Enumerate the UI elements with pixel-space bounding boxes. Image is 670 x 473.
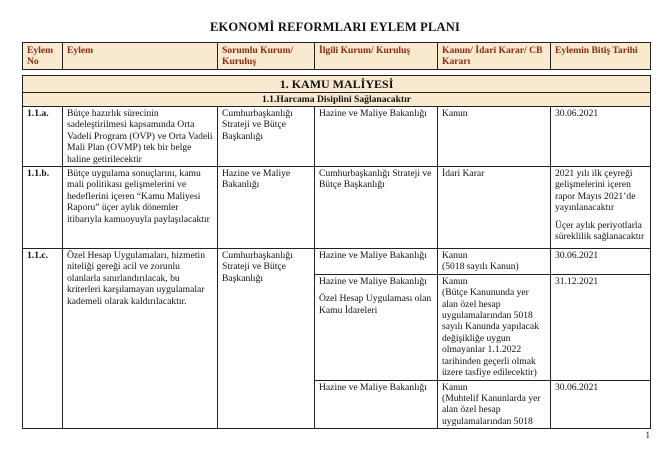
- col-header-related: İlgili Kurum/ Kuruluş: [315, 43, 438, 70]
- column-header-row: [23, 43, 651, 70]
- row-action: Bütçe uygulama sonuçlarını, kamu mali politikası gelişmelerini ve hedeflerini içeren “Kamu Maliyesi Raporu” üçer aylık dönemler itibarıyla kamuoyuyla paylaşılacaktır: [63, 167, 218, 249]
- row-deadline: [551, 167, 651, 249]
- row-deadline: 30.06.2021: [551, 249, 651, 275]
- row-deadline: 31.12.2021: [551, 274, 651, 380]
- table-row: [23, 249, 651, 275]
- row-related: [315, 274, 438, 380]
- page-title: EKONOMİ REFORMLARI EYLEM PLANI: [209, 20, 461, 34]
- table-row: [23, 167, 651, 249]
- row-related: Hazine ve Maliye Bakanlığı: [315, 249, 438, 275]
- row-related: Hazine ve Maliye Bakanlığı: [315, 380, 438, 429]
- row-responsible: Hazine ve Maliye Bakanlığı: [218, 167, 315, 249]
- section-title: 1. KAMU MALİYESİ: [23, 76, 651, 93]
- related-secondary: Özel Hesap Uygulaması olan Kamu İdareleri: [319, 293, 432, 316]
- row-responsible: Cumhurbaşkanlığı Strateji ve Bütçe Başkanlığı: [218, 107, 315, 167]
- row-code: 1.1.c.: [23, 249, 63, 429]
- row-law: Kanun (Muhtelif Kanunlarda yer alan özel hesap uygulamalarından 5018: [438, 380, 551, 429]
- row-deadline: 30.06.2021: [551, 107, 651, 167]
- col-header-action: Eylem: [63, 43, 218, 70]
- row-related: Cumhurbaşkanlığı Strateji ve Bütçe Başkanlığı: [315, 167, 438, 249]
- row-law: Kanun: [438, 107, 551, 167]
- related-primary: Hazine ve Maliye Bakanlığı: [319, 275, 427, 287]
- deadline-text: 2021 yılı ilk çeyreği gelişmelerini içeren rapor Mayıs 2021’de yayınlanacaktır: [555, 168, 636, 214]
- row-related: Hazine ve Maliye Bakanlığı: [315, 107, 438, 167]
- row-code: 1.1.b.: [23, 167, 63, 249]
- column-header-table: [22, 42, 651, 70]
- row-law: Kanun (5018 sayılı Kanun): [438, 249, 551, 275]
- row-deadline: 30.06.2021: [551, 380, 651, 429]
- row-action: Özel Hesap Uygulamaları, hizmetin niteliği gereği acil ve zorunlu olanlarla sınırlandırılacak, bu kriterleri karşılamayan uygulamalar kademeli olarak kaldırılacaktır.: [63, 249, 218, 429]
- page-number: 1: [645, 430, 650, 440]
- col-header-responsible: Sorumlu Kurum/ Kuruluş: [218, 43, 315, 70]
- action-plan-table: [22, 75, 651, 429]
- col-header-no: Eylem No: [23, 43, 63, 70]
- row-responsible: Cumhurbaşkanlığı Strateji ve Bütçe Başkanlığı: [218, 249, 315, 429]
- subsection-title: 1.1.Harcama Disiplini Sağlanacaktır: [23, 93, 651, 107]
- row-action: Bütçe hazırlık sürecinin sadeleştirilmesi kapsamında Orta Vadeli Program (OVP) ve Orta Vadeli Mali Plan (OVMP) tek bir belge haline getirilecektir: [63, 107, 218, 167]
- section-title-row: [23, 76, 651, 93]
- row-code: 1.1.a.: [23, 107, 63, 167]
- subsection-title-row: [23, 93, 651, 107]
- row-law: İdari Karar: [438, 167, 551, 249]
- row-law: Kanun (Bütçe Kanununda yer alan özel hesap uygulamalarından 5018 sayılı Kanunda yapılacak değişikliğe uygun olmayanlar 1.1.2022 tarihinden geçerli olmak üzere tasfiye edilecektir): [438, 274, 551, 380]
- deadline-note: Üçer aylık periyotlarla süreklilik sağlanacaktır: [555, 219, 645, 243]
- col-header-deadline: Eylemin Bitiş Tarihi: [551, 43, 651, 70]
- table-row: [23, 107, 651, 167]
- col-header-law: Kanun/ İdari Karar/ CB Kararı: [438, 43, 551, 70]
